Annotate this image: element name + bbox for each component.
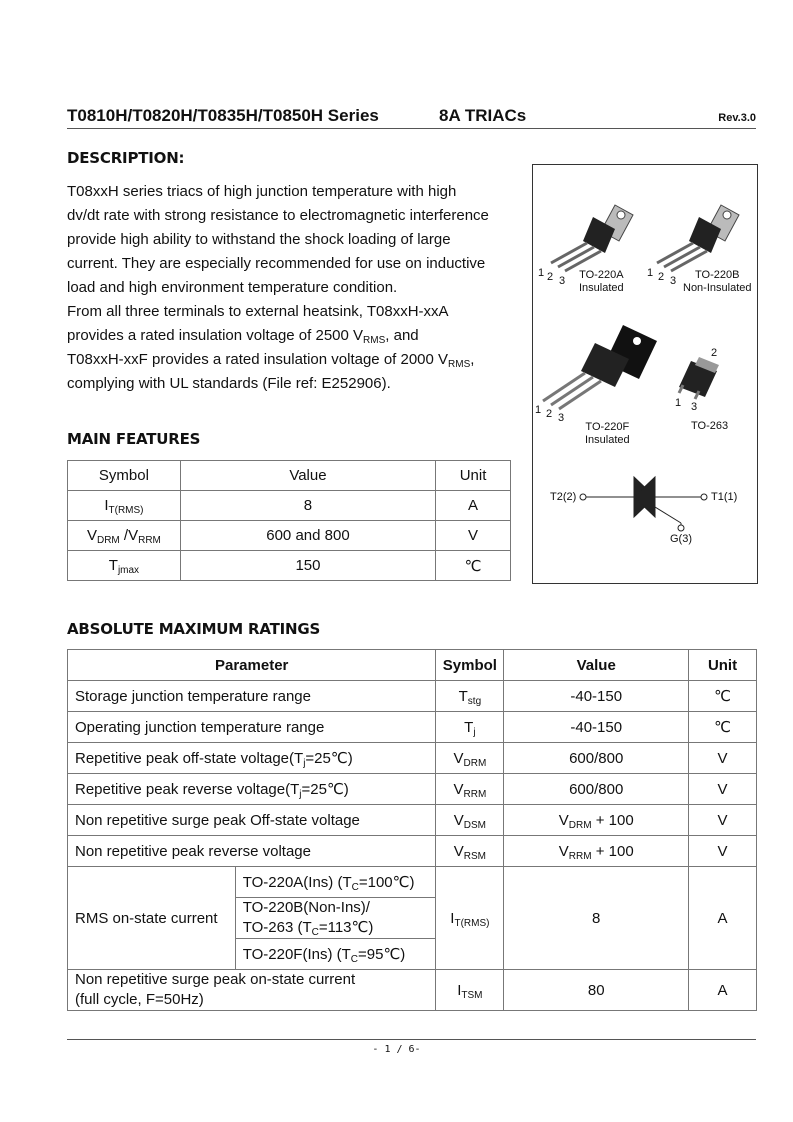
- description-text: [67, 180, 527, 396]
- table-row: [68, 836, 757, 867]
- package-label-to263: TO-263: [691, 420, 729, 432]
- unit-cell: V: [689, 805, 757, 836]
- unit-cell: V: [689, 836, 757, 867]
- value-cell: 8: [504, 867, 689, 970]
- absolute-maximum-ratings-table: [67, 649, 757, 1011]
- pin-number: 2: [711, 347, 718, 359]
- table-row: [68, 970, 757, 1011]
- to220a-package-drawing: [551, 205, 633, 271]
- parameter-cell: Repetitive peak reverse $voltage(T_j=25℃)$: [68, 774, 436, 805]
- table-row: [68, 867, 757, 898]
- symbol-cell: $T_{stg}$: [436, 681, 504, 712]
- package-label-to220a: TO-220A Insulated: [579, 269, 624, 294]
- column-header: Symbol: [68, 461, 181, 491]
- column-header: Parameter: [68, 650, 436, 681]
- symbol-cell: $V_{RRM}$: [436, 774, 504, 805]
- description-line: dv/dt rate with strong resistance to electromagnetic interference: [67, 207, 489, 224]
- pin-number: 3: [558, 412, 565, 424]
- unit-cell: V: [436, 521, 511, 551]
- table-header-row: [68, 461, 511, 491]
- value-cell: 80: [504, 970, 689, 1011]
- amr-heading: ABSOLUTE MAXIMUM RATINGS: [67, 620, 321, 638]
- table-row: [68, 774, 757, 805]
- column-header: Value: [504, 650, 689, 681]
- value-cell: -40-150: [504, 712, 689, 743]
- symbol-cell: $V_{RSM}$: [436, 836, 504, 867]
- pin-number: 2: [658, 271, 665, 283]
- main-features-table: [67, 460, 511, 581]
- table-header-row: [68, 650, 757, 681]
- terminal-label-gate: G(3): [670, 533, 692, 545]
- package-label-to220f: TO-220F Insulated: [585, 421, 630, 446]
- table-row: [68, 743, 757, 774]
- condition-cell: TO-220B(Non-Ins)/ TO-263 $(T_C=113℃)$: [235, 898, 436, 939]
- description-line: From all three terminals to external heatsink, T08xxH-xxA: [67, 303, 449, 320]
- column-header: Value: [180, 461, 435, 491]
- pin-number: 3: [691, 401, 698, 413]
- table-row: [68, 551, 511, 581]
- description-line: complying with UL standards (File ref: E252906).: [67, 375, 391, 392]
- parameter-cell: Repetitive peak off-state $voltage(T_j=25℃)$: [68, 743, 436, 774]
- unit-cell: ℃: [436, 551, 511, 581]
- footer-rule: [67, 1039, 756, 1040]
- to220f-package-drawing: [543, 325, 657, 409]
- value-cell: $V_{RRM} + 100$: [504, 836, 689, 867]
- unit-cell: ℃: [689, 681, 757, 712]
- package-label-to220b: TO-220B Non-Insulated: [683, 269, 752, 294]
- column-header: Symbol: [436, 650, 504, 681]
- main-features-heading: MAIN FEATURES: [67, 430, 201, 448]
- pin-number: 3: [559, 275, 566, 287]
- table-row: [68, 491, 511, 521]
- document-title: T0810H/T0820H/T0835H/T0850H Series: [67, 106, 379, 125]
- unit-cell: V: [689, 743, 757, 774]
- table-row: [68, 521, 511, 551]
- pin-number: 2: [546, 408, 553, 420]
- package-drawings: [533, 165, 757, 583]
- pin-number: 3: [670, 275, 677, 287]
- symbol-cell: $V_{DSM}$: [436, 805, 504, 836]
- triac-schematic-symbol: [580, 477, 707, 531]
- parameter-cell: RMS on-state current: [68, 867, 236, 970]
- table-row: [68, 805, 757, 836]
- revision-label: Rev.3.0: [718, 112, 756, 124]
- description-heading: DESCRIPTION:: [67, 149, 185, 167]
- value-cell: 600/800: [504, 774, 689, 805]
- unit-cell: ℃: [689, 712, 757, 743]
- value-cell: $V_{DRM} + 100$: [504, 805, 689, 836]
- terminal-label-t1: T1(1): [711, 491, 738, 503]
- unit-cell: V: [689, 774, 757, 805]
- pin-number: 2: [547, 271, 554, 283]
- unit-cell: A: [436, 491, 511, 521]
- symbol-cell: $T_{jmax}$: [68, 551, 181, 581]
- parameter-cell: Non repetitive peak reverse voltage: [68, 836, 436, 867]
- to263-package-drawing: [679, 357, 719, 399]
- value-cell: 150: [180, 551, 435, 581]
- parameter-cell: Non repetitive surge peak Off-state voltage: [68, 805, 436, 836]
- value-cell: -40-150: [504, 681, 689, 712]
- symbol-cell: $V_{DRM}$: [436, 743, 504, 774]
- parameter-cell: Storage junction temperature range: [68, 681, 436, 712]
- description-line: load and high environment temperature condition.: [67, 279, 398, 296]
- to220b-package-drawing: [657, 205, 739, 271]
- table-row: [68, 712, 757, 743]
- header-rule: [67, 128, 756, 129]
- table-row: [68, 681, 757, 712]
- condition-cell: TO-220F(Ins) $(T_C=95℃)$: [235, 939, 436, 970]
- description-line: T08xxH-xxF provides a rated insulation voltage of 2000 $V_{RMS}$,: [67, 351, 475, 370]
- value-cell: 600/800: [504, 743, 689, 774]
- pin-number: 1: [647, 267, 654, 279]
- unit-cell: A: [689, 970, 757, 1011]
- pin-number: 1: [538, 267, 545, 279]
- symbol-cell: $V_{DRM}$ $/V_{RRM}$: [68, 521, 181, 551]
- terminal-label-t2: T2(2): [550, 491, 577, 503]
- parameter-cell: Operating junction temperature range: [68, 712, 436, 743]
- page-number: - 1 / 6-: [372, 1044, 421, 1055]
- symbol-cell: $I_{T(RMS)}$: [68, 491, 181, 521]
- description-line: current. They are especially recommended for use on inductive: [67, 255, 486, 272]
- description-line: T08xxH series triacs of high junction temperature with high: [67, 183, 457, 200]
- symbol-cell: $I_{T(RMS)}$: [436, 867, 504, 970]
- pin-number: 1: [535, 404, 542, 416]
- column-header: Unit: [436, 461, 511, 491]
- symbol-cell: $I_{TSM}$: [436, 970, 504, 1011]
- package-illustration-box: [532, 164, 758, 584]
- description-line: provides a rated insulation voltage of 2500 $V_{RMS}$, and: [67, 327, 419, 346]
- value-cell: 600 and 800: [180, 521, 435, 551]
- column-header: Unit: [689, 650, 757, 681]
- pin-number: 1: [675, 397, 682, 409]
- description-line: provide high ability to withstand the shock loading of large: [67, 231, 451, 248]
- condition-cell: TO-220A(Ins) $(T_C=100℃)$: [235, 867, 436, 898]
- unit-cell: A: [689, 867, 757, 970]
- document-subtitle: 8A TRIACs: [439, 106, 527, 125]
- value-cell: 8: [180, 491, 435, 521]
- symbol-cell: $T_j$: [436, 712, 504, 743]
- parameter-cell: Non repetitive surge peak on-state current (full cycle, F=50Hz): [68, 970, 436, 1011]
